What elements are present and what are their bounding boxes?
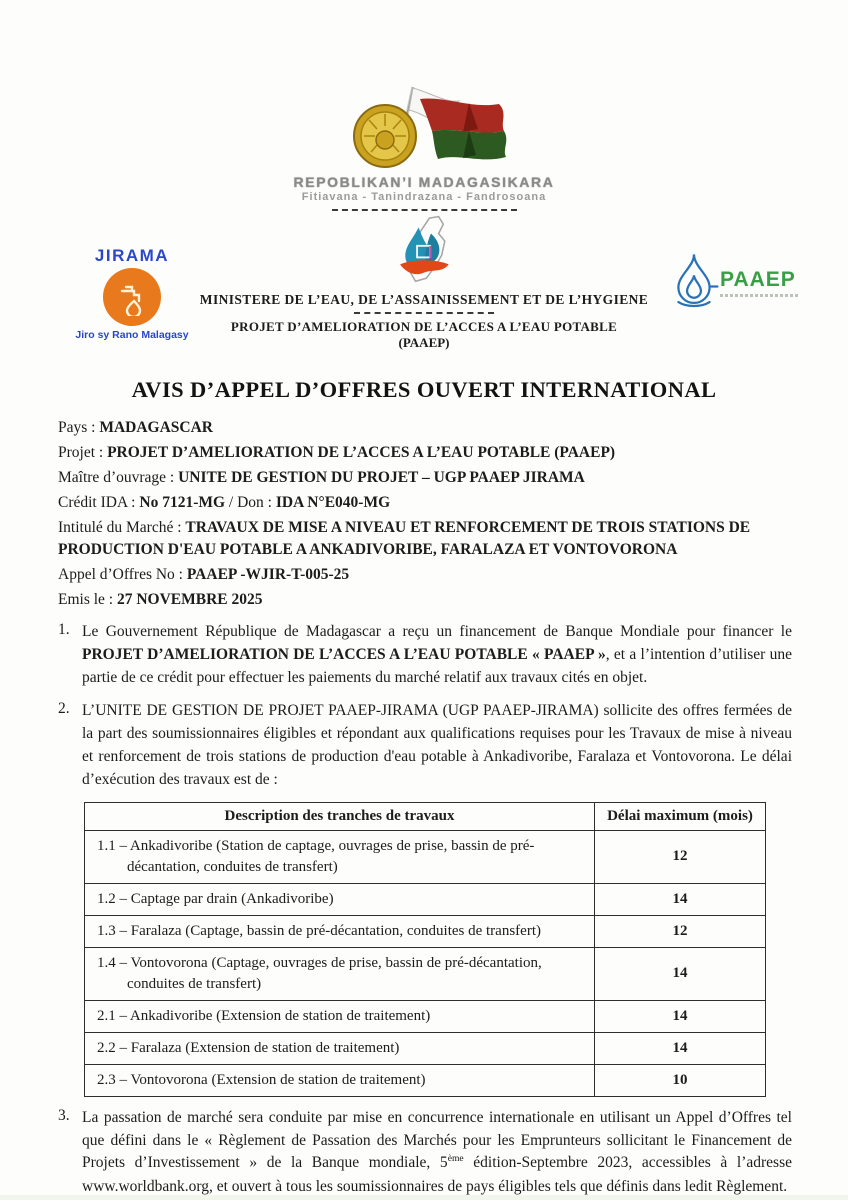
table-row [85, 915, 766, 947]
project-name: PROJET D’AMELIORATION DE L’ACCES A L’EAU POTABLE [230, 319, 618, 334]
delays-table [84, 802, 766, 1097]
paragraph-2 [58, 700, 792, 792]
paragraph-1-seg1: Le Gouvernement République de Madagascar a reçu un financement de Banque Mondiale pour financer le [82, 623, 792, 640]
meta-don-label: / Don : [225, 494, 276, 511]
meta-intitule [58, 517, 792, 561]
document-body [0, 417, 848, 1198]
meta-emis-label: Emis le : [58, 591, 117, 608]
meta-appel [58, 564, 792, 586]
dotted-separator [332, 209, 517, 211]
paragraph-1-project-name: PROJET D’AMELIORATION DE L’ACCES A L’EAU POTABLE « PAAEP » [82, 645, 606, 663]
row-delay: 10 [595, 1064, 766, 1096]
table-row [85, 1064, 766, 1096]
meta-appel-label: Appel d’Offres No : [58, 566, 187, 583]
jirama-logo [70, 246, 194, 341]
row-delay: 14 [595, 947, 766, 1000]
paragraph-3-superscript: ème [447, 1153, 464, 1165]
meta-maitre-value: UNITE DE GESTION DU PROJET – UGP PAAEP JIRAMA [178, 469, 585, 486]
row-delay: 12 [595, 915, 766, 947]
meta-pays-label: Pays : [58, 419, 100, 436]
meta-intitule-value: TRAVAUX DE MISE A NIVEAU ET RENFORCEMENT DE TROIS STATIONS DE PRODUCTION D'EAU POTABLE A ANKADIVORIBE, FARALAZA ET VONTOVORONA [58, 519, 751, 558]
paragraph-1 [58, 621, 792, 690]
paaep-logo-acronym: PAAEP [720, 268, 796, 291]
table-row [85, 883, 766, 915]
meta-credit-label: Crédit IDA : [58, 494, 140, 511]
paragraph-3 [58, 1107, 792, 1199]
paragraph-1-number: 1. [58, 621, 70, 638]
meta-pays [58, 417, 792, 439]
paragraph-3-number: 3. [58, 1106, 70, 1124]
row-description: 2.3 – Vontovorona (Extension de station de traitement) [85, 1064, 595, 1096]
tender-metadata [58, 417, 792, 611]
table-row [85, 1000, 766, 1032]
paragraph-1-seg3: , et a l’intention d’utiliser une partie de ce crédit pour effectuer les paiements du marché relatif aux travaux cités en objet. [82, 645, 792, 686]
madagascar-national-emblem-icon [319, 84, 529, 180]
meta-credit [58, 492, 792, 514]
row-delay: 14 [595, 1000, 766, 1032]
flag-red-band [420, 99, 504, 133]
ministry-water-logo-icon [381, 215, 467, 289]
paragraph-3-text [82, 1107, 792, 1199]
paragraph-3-seg1: La passation de marché sera conduite par mise en concurrence internationale en utilisant un Appel d’Offres tel que défini dans le « Règlement de Passation des Marchés pour les Emprunteurs sollicitant le Financement de Projets d’Investissement » de la Banque mondiale, 5 [82, 1108, 792, 1172]
row-description: 2.2 – Faralaza (Extension de station de traitement) [85, 1032, 595, 1064]
row-delay: 14 [595, 1032, 766, 1064]
jirama-logo-title: JIRAMA [94, 246, 170, 265]
meta-projet [58, 442, 792, 464]
row-description: 1.2 – Captage par drain (Ankadivoribe) [85, 883, 595, 915]
jirama-faucet-icon [103, 268, 161, 326]
emblem-country-name: REPOBLIKAN’I MADAGASIKARA [293, 174, 555, 190]
meta-emis-value: 27 NOVEMBRE 2025 [116, 591, 263, 608]
meta-pays-value: MADAGASCAR [99, 419, 214, 436]
paragraph-2-number: 2. [58, 699, 70, 717]
row-description: 1.4 – Vontovorona (Captage, ouvrages de prise, bassin de pré-décantation, conduites de transfert) [85, 947, 595, 1000]
emblem-motto: Fitiavana - Tanindrazana - Fandrosoana [301, 191, 547, 203]
orange-swoosh-shape [400, 260, 449, 274]
row-delay: 14 [595, 883, 766, 915]
paaep-logo-tagline [720, 294, 800, 297]
table-row [85, 1032, 766, 1064]
table-row [85, 830, 766, 883]
table-header-row [85, 802, 766, 830]
meta-emis [58, 589, 792, 611]
meta-maitre [58, 467, 792, 489]
row-delay: 12 [595, 830, 766, 883]
meta-credit-value: No 7121-MG [139, 494, 226, 511]
project-acronym: (PAAEP) [398, 335, 450, 350]
meta-appel-value: PAAEP -WJIR-T-005-25 [186, 566, 350, 583]
column-header-description: Description des tranches de travaux [85, 802, 595, 830]
page-title: AVIS D’APPEL D’OFFRES OUVERT INTERNATIONAL [131, 377, 717, 402]
paaep-logo [668, 250, 818, 316]
table-row [85, 947, 766, 1000]
jirama-logo-subtitle: Jiro sy Rano Malagasy [75, 329, 189, 341]
row-description: 2.1 – Ankadivoribe (Extension de station de traitement) [85, 1000, 595, 1032]
water-drop-icon [668, 250, 720, 316]
meta-projet-value: PROJET D’AMELIORATION DE L’ACCES A L’EAU POTABLE (PAAEP) [107, 444, 616, 461]
paragraph-3-seg2: édition-Septembre 2023, accessibles à l’adresse www.worldbank.org, et ouvert à tous les soumissionnaires de pays éligibles tels que définis dans ledit Règlement. [82, 1154, 792, 1195]
paragraph-1-text [82, 621, 792, 690]
row-description: 1.3 – Faralaza (Captage, bassin de pré-décantation, conduites de transfert) [85, 915, 595, 947]
meta-don-value: IDA N°E040-MG [275, 494, 391, 511]
paragraph-2-text: L’UNITE DE GESTION DE PROJET PAAEP-JIRAMA (UGP PAAEP-JIRAMA) sollicite des offres fermées de la part des soumissionnaires éligibles et répondant aux qualifications requises pour les Travaux de mise à niveau et renforcement de trois stations de production d'eau potable à Ankadivoribe, Faralaza et Vontovorona. Le délai d’exécution des travaux est de : [82, 701, 792, 788]
meta-projet-label: Projet : [58, 444, 108, 461]
column-header-delay: Délai maximum (mois) [595, 802, 766, 830]
meta-maitre-label: Maître d’ouvrage : [58, 469, 179, 486]
meta-intitule-label: Intitulé du Marché : [58, 519, 186, 536]
ministry-name: MINISTERE DE L’EAU, DE L’ASSAINISSEMENT ET DE L’HYGIENE [199, 292, 649, 307]
row-description: 1.1 – Ankadivoribe (Station de captage, ouvrages de prise, bassin de pré-décantation, conduites de transfert) [85, 830, 595, 883]
dotted-separator [354, 312, 494, 314]
